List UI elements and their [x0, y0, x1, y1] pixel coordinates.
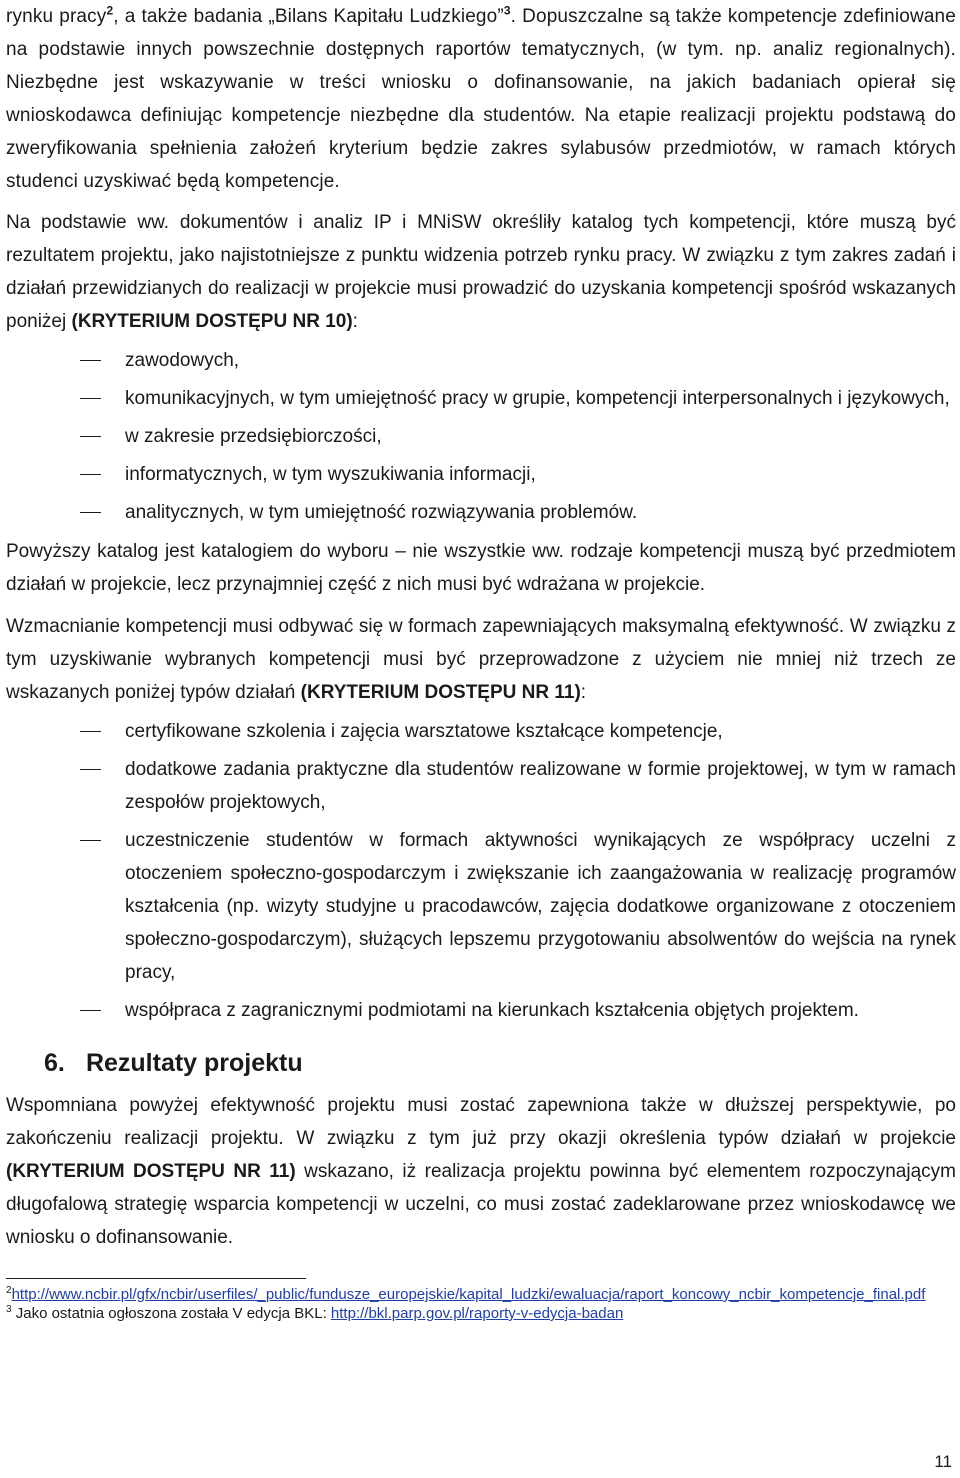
list-item: komunikacyjnych, w tym umiejętność pracy w grupie, kompetencji interpersonalnych i językowych,	[6, 382, 956, 415]
list-item: uczestniczenie studentów w formach aktywności wynikających ze współpracy uczelni z otoczeniem społeczno-gospodarczym i zwiększanie ich zaangażowania w realizację programów kształcenia (np. wizyty studyjne u pracodawców, zajęcia dodatkowe organizowane z otoczeniem społeczno-gospodarczym), służących lepszemu przygotowaniu absolwentów do wejścia na rynek pracy,	[6, 824, 956, 989]
footnote-ref-3[interactable]: 3	[503, 3, 511, 18]
list-item: zawodowych,	[6, 344, 956, 377]
criterion-11-label: (KRYTERIUM DOSTĘPU NR 11)	[6, 1161, 296, 1182]
competence-catalog-paragraph: Na podstawie ww. dokumentów i analiz IP i MNiSW określiły katalog tych kompetencji, które muszą być rezultatem projektu, jako najistotniejsze z punktu widzenia potrzeb rynku pracy. W związku z tym zakres zadań i działań przewidzianych do realizacji w projekcie musi prowadzić do uzyskania kompetencji spośród wskazanych poniżej (KRYTERIUM DOSTĘPU NR 10):	[6, 212, 956, 332]
list-item: współpraca z zagranicznymi podmiotami na kierunkach kształcenia objętych projektem.	[6, 994, 956, 1027]
criterion-10-label: (KRYTERIUM DOSTĘPU NR 10)	[71, 311, 353, 332]
document-page	[6, 0, 956, 1323]
intro-paragraph: rynku pracy$^2$, a także badania „Bilans Kapitału Ludzkiego”$^3$. Dopuszczalne są także kompetencje zdefiniowane na podstawie innych powszechnie dostępnych raportów tematycznych, (w tym. np. analiz regionalnych). Niezbędne jest wskazywanie w treści wniosku o dofinansowanie, na jakich badaniach opierał się wnioskodawca definiując kompetencje niezbędne dla studentów. Na etapie realizacji projektu podstawą do zweryfikowania spełnienia założeń kryterium będzie zakres sylabusów przedmiotów, w ramach których studenci uzyskiwać będą kompetencje.	[6, 3, 956, 192]
section-number: 6.	[44, 1049, 65, 1077]
list-item: informatycznych, w tym wyszukiwania informacji,	[6, 458, 956, 491]
catalog-choice-paragraph: Powyższy katalog jest katalogiem do wyboru – nie wszystkie ww. rodzaje kompetencji muszą być przedmiotem działań w projekcie, lecz przynajmniej część z nich musi być wdrażana w projekcie.	[6, 541, 956, 595]
list-item: dodatkowe zadania praktyczne dla studentów realizowane w formie projektowej, w tym w ramach zespołów projektowych,	[6, 753, 956, 819]
results-paragraph: Wspomniana powyżej efektywność projektu musi zostać zapewniona także w dłuższej perspektywie, po zakończeniu realizacji projektu. W związku z tym już przy okazji określenia typów działań w projekcie (KRYTERIUM DOSTĘPU NR 11) wskazano, iż realizacja projektu powinna być elementem rozpoczynającym długofalową strategię wsparcia kompetencji w uczelni, co musi zostać zadeklarowane przez wnioskodawcę we wniosku o dofinansowanie.	[6, 1095, 956, 1248]
footnote-ref-2[interactable]: 2	[106, 3, 114, 18]
list-item: analitycznych, w tym umiejętność rozwiązywania problemów.	[6, 496, 956, 529]
criterion-11-label: (KRYTERIUM DOSTĘPU NR 11)	[300, 682, 581, 703]
page-number: 11	[934, 1452, 952, 1471]
footnote-3: $^3$ Jako ostatnia ogłoszona została V edycja BKL: http://bkl.parp.gov.pl/raporty-v-edycja-badan	[6, 1304, 624, 1322]
action-types-paragraph: Wzmacnianie kompetencji musi odbywać się w formach zapewniających maksymalną efektywność. W związku z tym uzyskiwanie wybranych kompetencji musi być przeprowadzone z użyciem nie mniej niż trzech ze wskazanych poniżej typów działań (KRYTERIUM DOSTĘPU NR 11):	[6, 616, 956, 703]
section-title: Rezultaty projektu	[85, 1049, 303, 1077]
footnote-2-link[interactable]: http://www.ncbir.pl/gfx/ncbir/userfiles/_public/fundusze_europejskie/kapital_ludzki/ewaluacja/raport_koncowy_ncbir_kompetencje_final.pdf	[11, 1286, 926, 1303]
footnote-separator	[6, 1278, 306, 1279]
list-item: w zakresie przedsiębiorczości,	[6, 420, 956, 453]
footnote-3-link[interactable]: http://bkl.parp.gov.pl/raporty-v-edycja-badan	[330, 1305, 624, 1322]
list-item: certyfikowane szkolenia i zajęcia warsztatowe kształcące kompetencje,	[6, 715, 956, 748]
section-heading	[44, 1043, 956, 1083]
footnote-2: $^2$http://www.ncbir.pl/gfx/ncbir/userfiles/_public/fundusze_europejskie/kapital_ludzki/ewaluacja/raport_koncowy_ncbir_kompetencje_final.pdf	[6, 1285, 926, 1303]
competence-list	[6, 344, 956, 529]
action-types-list	[6, 715, 956, 1027]
